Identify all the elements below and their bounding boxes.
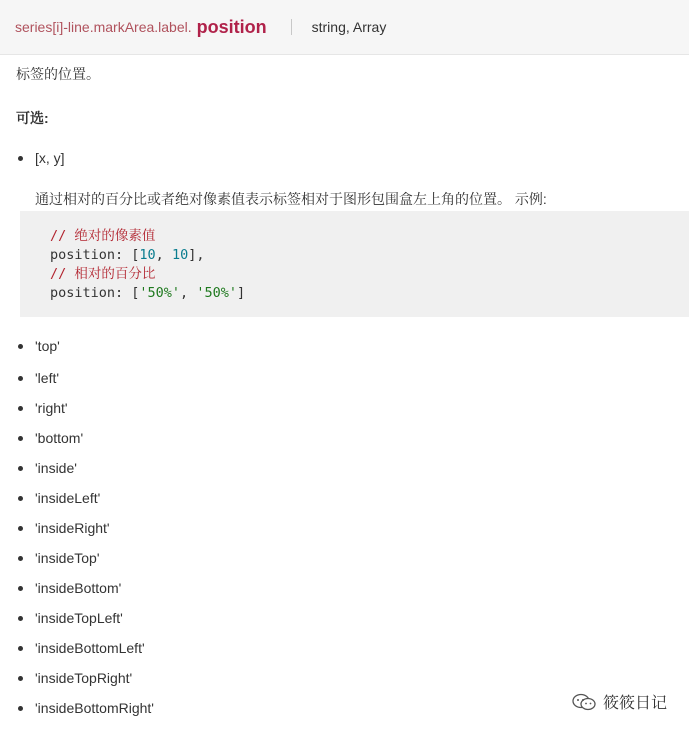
list-item-label: 'insideTopLeft' <box>35 610 123 626</box>
code-string: '50%' <box>139 285 181 301</box>
list-item-label: 'insideLeft' <box>35 490 101 506</box>
code-text: ], <box>188 247 205 263</box>
list-item <box>16 368 59 388</box>
bullet-dot <box>18 156 23 161</box>
property-description: 标签的位置。 <box>16 66 100 82</box>
list-item-label: [x, y] <box>35 150 65 166</box>
list-item-label: 'insideBottomRight' <box>35 700 154 716</box>
list-item-label: 'right' <box>35 400 68 416</box>
bullet-dot <box>18 496 23 501</box>
bullet-dot <box>18 406 23 411</box>
bullet-dot <box>18 586 23 591</box>
list-item <box>16 608 123 628</box>
code-text: ] <box>236 285 246 301</box>
list-item <box>16 578 121 598</box>
property-type: string, Array <box>311 19 387 35</box>
list-item-xy <box>16 148 65 168</box>
list-item-label: 'bottom' <box>35 430 84 446</box>
list-item <box>16 488 100 508</box>
code-text: , <box>180 285 197 301</box>
code-comment: // 相对的百分比 <box>50 266 156 282</box>
watermark-text: 筱筱日记 <box>602 695 667 712</box>
bullet-dot <box>18 376 23 381</box>
list-item-label: 'inside' <box>35 460 77 476</box>
code-number: 10 <box>171 247 189 263</box>
property-name[interactable]: position <box>196 16 267 37</box>
list-item <box>16 518 110 538</box>
list-item-label: 'left' <box>35 370 60 386</box>
code-text: , <box>155 247 172 263</box>
bullet-dot <box>18 436 23 441</box>
bullet-dot <box>18 676 23 681</box>
option-note: 通过相对的百分比或者绝对像素值表示标签相对于图形包围盒左上角的位置。 示例: <box>35 191 547 207</box>
header-divider <box>291 19 292 35</box>
code-comment: // 绝对的像素值 <box>50 228 156 244</box>
list-item <box>16 398 68 418</box>
list-item <box>16 698 154 718</box>
list-item-label: 'insideRight' <box>35 520 110 536</box>
bullet-dot <box>18 556 23 561</box>
list-item <box>16 428 83 448</box>
wechat-icon <box>571 693 597 711</box>
property-header <box>0 0 689 55</box>
bullet-dot <box>18 466 23 471</box>
code-number: 10 <box>139 247 156 263</box>
list-item-label: 'insideBottomLeft' <box>35 640 145 656</box>
list-item-label: 'top' <box>35 338 60 354</box>
bullet-dot <box>18 706 23 711</box>
code-text: position: [ <box>50 247 140 263</box>
code-string: '50%' <box>196 285 237 301</box>
list-item <box>16 336 60 356</box>
code-text: position: [ <box>50 285 140 301</box>
watermark <box>571 690 667 713</box>
list-item <box>16 458 77 478</box>
list-item-label: 'insideBottom' <box>35 580 122 596</box>
list-item <box>16 638 145 658</box>
list-item-label: 'insideTopRight' <box>35 670 133 686</box>
bullet-dot <box>18 616 23 621</box>
property-path[interactable]: series[i]-line.markArea.label. <box>15 19 192 35</box>
bullet-dot <box>18 526 23 531</box>
list-item-label: 'insideTop' <box>35 550 100 566</box>
options-title: 可选: <box>16 110 49 126</box>
code-example <box>20 211 689 317</box>
bullet-dot <box>18 344 23 349</box>
bullet-dot <box>18 646 23 651</box>
list-item <box>16 668 132 688</box>
list-item <box>16 548 100 568</box>
